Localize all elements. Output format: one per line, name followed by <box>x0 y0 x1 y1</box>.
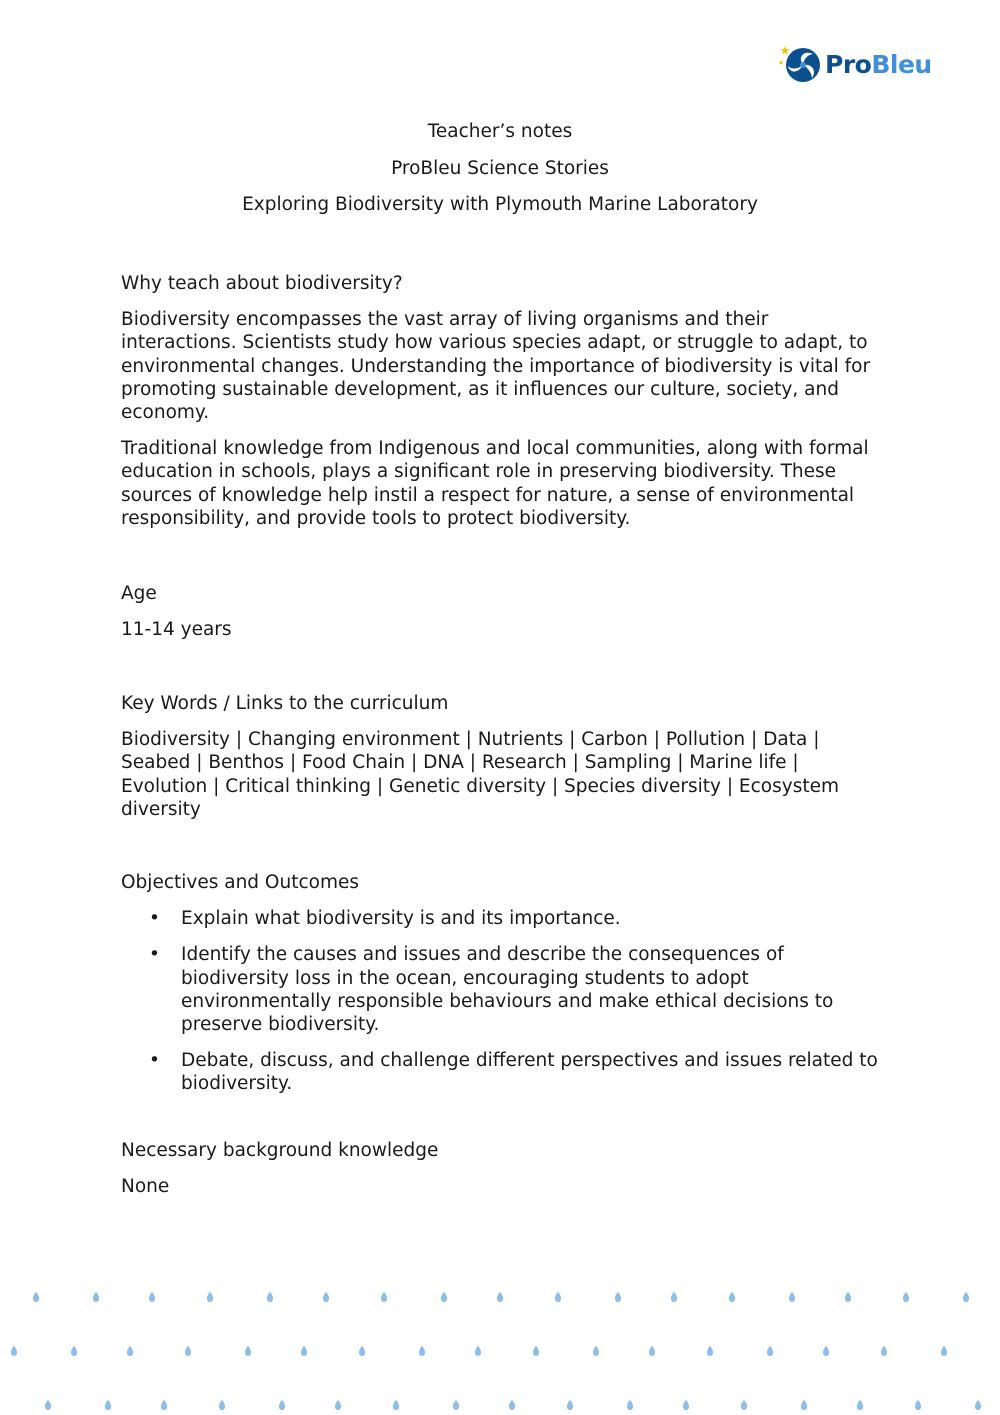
water-drop-icon <box>93 1292 99 1302</box>
water-drop-icon <box>845 1292 851 1302</box>
star-icon <box>778 60 783 65</box>
water-drop-icon <box>207 1292 213 1302</box>
water-drop-icon <box>627 1400 633 1410</box>
water-drop-icon <box>161 1400 167 1410</box>
water-drop-icon <box>381 1292 387 1302</box>
logo-pro-text: Pro <box>825 49 872 79</box>
water-drop-icon <box>33 1292 39 1302</box>
water-drop-icon <box>219 1400 225 1410</box>
water-drop-icon <box>185 1346 191 1356</box>
water-drop-icon <box>975 1400 981 1410</box>
water-drop-icon <box>823 1346 829 1356</box>
water-drop-icon <box>71 1346 77 1356</box>
objectives-heading: Objectives and Outcomes <box>121 872 359 893</box>
logo-wordmark <box>825 50 932 79</box>
water-drop-icon <box>127 1346 133 1356</box>
water-drop-icon <box>267 1292 273 1302</box>
water-drop-icon <box>441 1292 447 1302</box>
star-icon <box>781 46 790 55</box>
water-drop-icon <box>683 1400 689 1410</box>
water-drop-icon <box>11 1346 17 1356</box>
water-drop-icon <box>453 1400 459 1410</box>
water-drop-icon <box>245 1346 251 1356</box>
water-drop-icon <box>301 1346 307 1356</box>
why-paragraph-1: Biodiversity encompasses the vast array of living organisms and their interactions. Scientists study how various species adapt, or struggle to adapt, to environmental changes. Understanding the importance of biodiversity is vital for promoting sustainable development, as it influences our culture, society, and economy. <box>121 309 871 424</box>
age-section <box>121 582 881 641</box>
objectives-list <box>121 907 881 1095</box>
title-topic: Exploring Biodiversity with Plymouth Marine Laboratory <box>242 194 758 215</box>
water-drop-icon <box>149 1292 155 1302</box>
water-drop-icon <box>915 1400 921 1410</box>
water-drop-icon <box>741 1400 747 1410</box>
water-drop-icon <box>903 1292 909 1302</box>
water-drop-icon <box>941 1346 947 1356</box>
water-drop-icon <box>593 1346 599 1356</box>
keywords-text: Biodiversity | Changing environment | Nutrients | Carbon | Pollution | Data | Seabed | Benthos | Food Chain | DNA | Research | Sampling | Marine life | Evolution | Critical thinking | Genetic diversity | Species diversity | Ecosystem diversity <box>121 729 839 820</box>
water-drop-icon <box>789 1292 795 1302</box>
water-drop-icon <box>729 1292 735 1302</box>
title-teachers-notes: Teacher’s notes <box>427 121 573 142</box>
water-drop-icon <box>279 1400 285 1410</box>
water-drop-icon <box>615 1292 621 1302</box>
water-drop-icon <box>335 1400 341 1410</box>
water-drop-icon <box>533 1346 539 1356</box>
water-drop-icon <box>45 1400 51 1410</box>
water-drop-icon <box>767 1346 773 1356</box>
probleu-swirl-icon <box>777 44 821 84</box>
water-drop-icon <box>419 1346 425 1356</box>
water-drop-icon <box>801 1400 807 1410</box>
why-heading: Why teach about biodiversity? <box>121 273 403 294</box>
background-value: None <box>121 1176 170 1198</box>
water-drop-icon <box>509 1400 515 1410</box>
water-drop-icon <box>497 1292 503 1302</box>
document-title <box>0 120 1000 230</box>
water-drop-icon <box>671 1292 677 1302</box>
logo-bleu-text: Bleu <box>871 49 932 79</box>
age-heading: Age <box>121 583 157 604</box>
background-section <box>121 1139 881 1198</box>
objective-text: Explain what biodiversity is and its importance. <box>181 908 621 930</box>
bullet-icon: • <box>149 908 160 930</box>
why-paragraph-2: Traditional knowledge from Indigenous and local communities, along with formal education in schools, plays a significant role in preserving biodiversity. These sources of knowledge help instil a respect for nature, a sense of environmental responsibility, and provide tools to protect biodiversity. <box>121 438 869 529</box>
water-drop-icon <box>555 1292 561 1302</box>
age-value: 11-14 years <box>121 619 232 641</box>
water-drop-icon <box>393 1400 399 1410</box>
water-drop-icon <box>359 1346 365 1356</box>
list-item <box>121 1049 881 1095</box>
background-heading: Necessary background knowledge <box>121 1140 439 1161</box>
water-drop-icon <box>475 1346 481 1356</box>
objective-text: Debate, discuss, and challenge different perspectives and issues related to biodiversity. <box>181 1050 878 1095</box>
water-drop-icon <box>105 1400 111 1410</box>
why-section <box>121 272 881 543</box>
keywords-heading: Key Words / Links to the curriculum <box>121 693 449 714</box>
objectives-section <box>121 871 881 1109</box>
title-series: ProBleu Science Stories <box>391 157 609 179</box>
water-drop-icon <box>881 1346 887 1356</box>
list-item <box>121 907 881 930</box>
bullet-icon: • <box>149 944 160 966</box>
keywords-section <box>121 692 881 821</box>
bullet-icon: • <box>149 1050 160 1072</box>
water-drop-icon <box>323 1292 329 1302</box>
objective-text: Identify the causes and issues and describe the consequences of biodiversity loss in the ocean, encouraging students to adopt environmentally responsible behaviours and make ethical decisions to preserve biodiversity. <box>181 944 834 1036</box>
water-drop-icon <box>567 1400 573 1410</box>
list-item <box>121 943 881 1036</box>
water-drop-icon <box>707 1346 713 1356</box>
probleu-logo <box>777 44 932 84</box>
water-drop-pattern <box>0 1280 1000 1415</box>
water-drop-icon <box>963 1292 969 1302</box>
water-drop-icon <box>649 1346 655 1356</box>
water-drop-icon <box>857 1400 863 1410</box>
